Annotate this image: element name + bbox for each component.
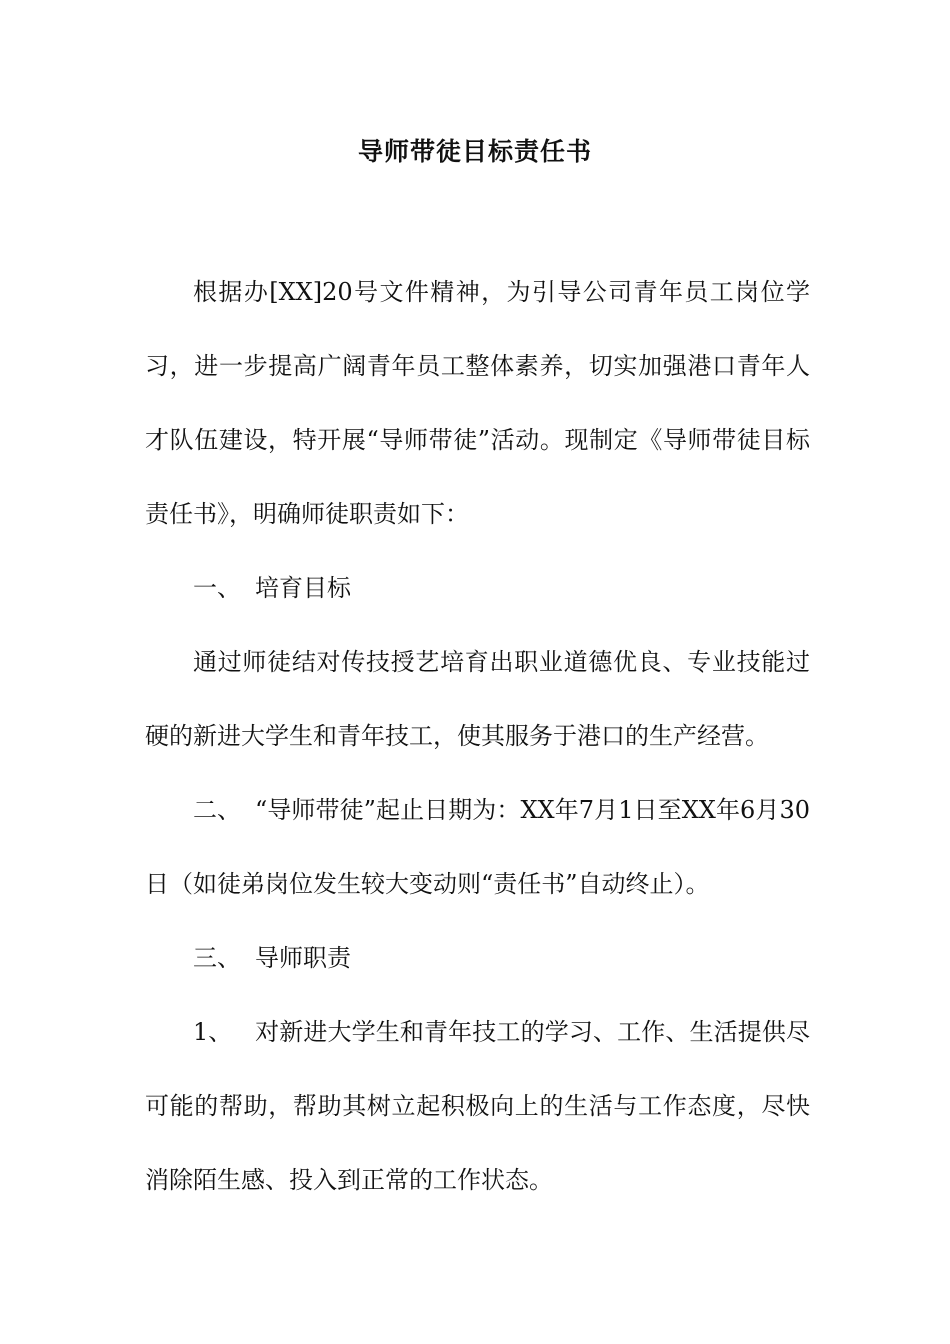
section-3-item-1-text: 对新进大学生和青年技工的学习、工作、生活提供尽可能的帮助，帮助其树立起积极向上的生活与工作态度，尽快消除陌生感、投入到正常的工作状态。 — [145, 1018, 810, 1194]
section-2-text: “导师带徒”起止日期为：XX年7月1日至XX年6月30日（如徒弟岗位发生较大变动则“责任书”自动终止）。 — [145, 796, 810, 898]
section-3-item-1 — [145, 995, 810, 1217]
section-2-paragraph — [145, 773, 810, 921]
document-body — [145, 255, 810, 1217]
section-3-item-1-number: 1、 — [193, 1018, 233, 1046]
intro-paragraph: 根据办[XX]20号文件精神，为引导公司青年员工岗位学习，进一步提高广阔青年员工整体素养，切实加强港口青年人才队伍建设，特开展“导师带徒”活动。现制定《导师带徒目标责任书》，明确师徒职责如下： — [145, 278, 810, 528]
section-1-number: 一、 — [193, 574, 241, 602]
section-1-paragraph: 通过师徒结对传技授艺培育出职业道德优良、专业技能过硬的新进大学生和青年技工，使其服务于港口的生产经营。 — [145, 648, 810, 750]
section-2-number: 二、 — [193, 796, 241, 824]
document-title: 导师带徒目标责任书 — [357, 137, 592, 166]
section-1-title: 培育目标 — [255, 574, 351, 602]
section-3-title: 导师职责 — [255, 944, 351, 972]
section-3-heading — [145, 921, 810, 995]
section-1-heading — [145, 551, 810, 625]
section-3-number: 三、 — [193, 944, 241, 972]
